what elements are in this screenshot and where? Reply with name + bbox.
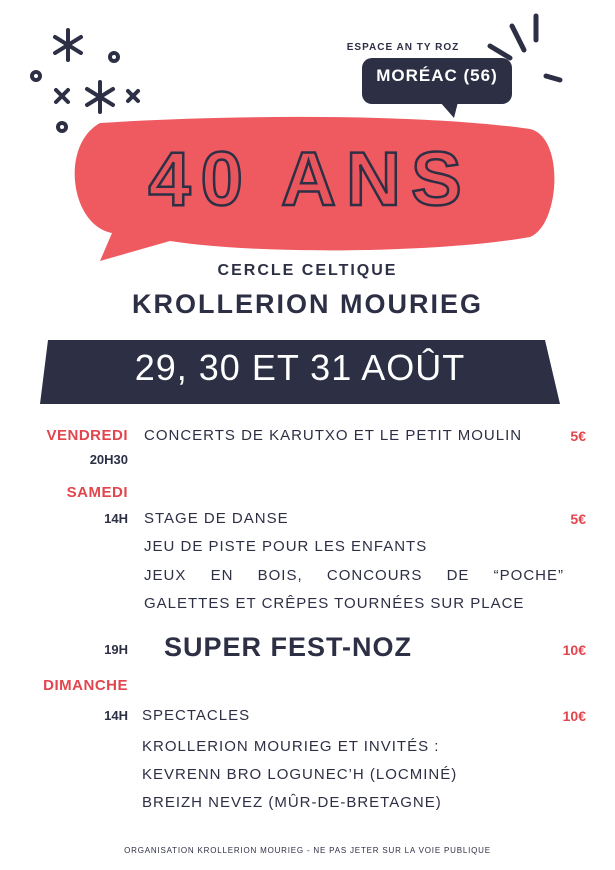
price-saturday-19h: 10€ <box>562 642 586 658</box>
time-friday: 20H30 <box>89 452 128 467</box>
city-label: MORÉAC (56) <box>376 66 498 85</box>
item-sunday-kevrenn: KEVRENN BRO LOGUNEC’H (LOCMINÉ) <box>142 766 458 783</box>
day-friday: VENDREDI <box>46 427 128 444</box>
item-sunday-breizh-nevez: BREIZH NEVEZ (MÛR-DE-BRETAGNE) <box>142 794 442 811</box>
item-saturday-galettes: GALETTES ET CRÊPES TOURNÉES SUR PLACE <box>144 595 525 612</box>
item-saturday-dance: STAGE DE DANSE <box>144 510 289 527</box>
time-saturday-14h: 14H <box>104 511 128 526</box>
item-sunday-guests: KROLLERION MOURIEG ET INVITÉS : <box>142 738 440 755</box>
footer-notice: ORGANISATION KROLLERION MOURIEG - NE PAS JETER SUR LA VOIE PUBLIQUE <box>124 846 491 855</box>
item-friday-concerts: CONCERTS DE KARUTXO ET LE PETIT MOULIN <box>144 427 523 444</box>
price-saturday-14h: 5€ <box>570 511 586 527</box>
day-sunday: DIMANCHE <box>43 677 128 694</box>
time-sunday: 14H <box>104 708 128 723</box>
price-sunday: 10€ <box>562 708 586 724</box>
day-saturday: SAMEDI <box>66 484 128 501</box>
item-saturday-games: JEUX EN BOIS, CONCOURS DE “POCHE” <box>144 567 564 584</box>
event-dates: 29, 30 ET 31 AOÛT <box>134 347 466 388</box>
highlight-fest-noz: SUPER FEST-NOZ <box>164 632 413 662</box>
time-saturday-19h: 19H <box>104 642 128 657</box>
item-saturday-treasure-hunt: JEU DE PISTE POUR LES ENFANTS <box>144 538 428 555</box>
subtitle: CERCLE CELTIQUE <box>217 262 398 279</box>
organization-name: KROLLERION MOURIEG <box>132 289 483 319</box>
price-friday: 5€ <box>570 428 586 444</box>
item-sunday-shows: SPECTACLES <box>142 707 251 724</box>
anniversary-title: 40 ANS <box>148 137 472 222</box>
venue-label: ESPACE AN TY ROZ <box>346 42 460 53</box>
